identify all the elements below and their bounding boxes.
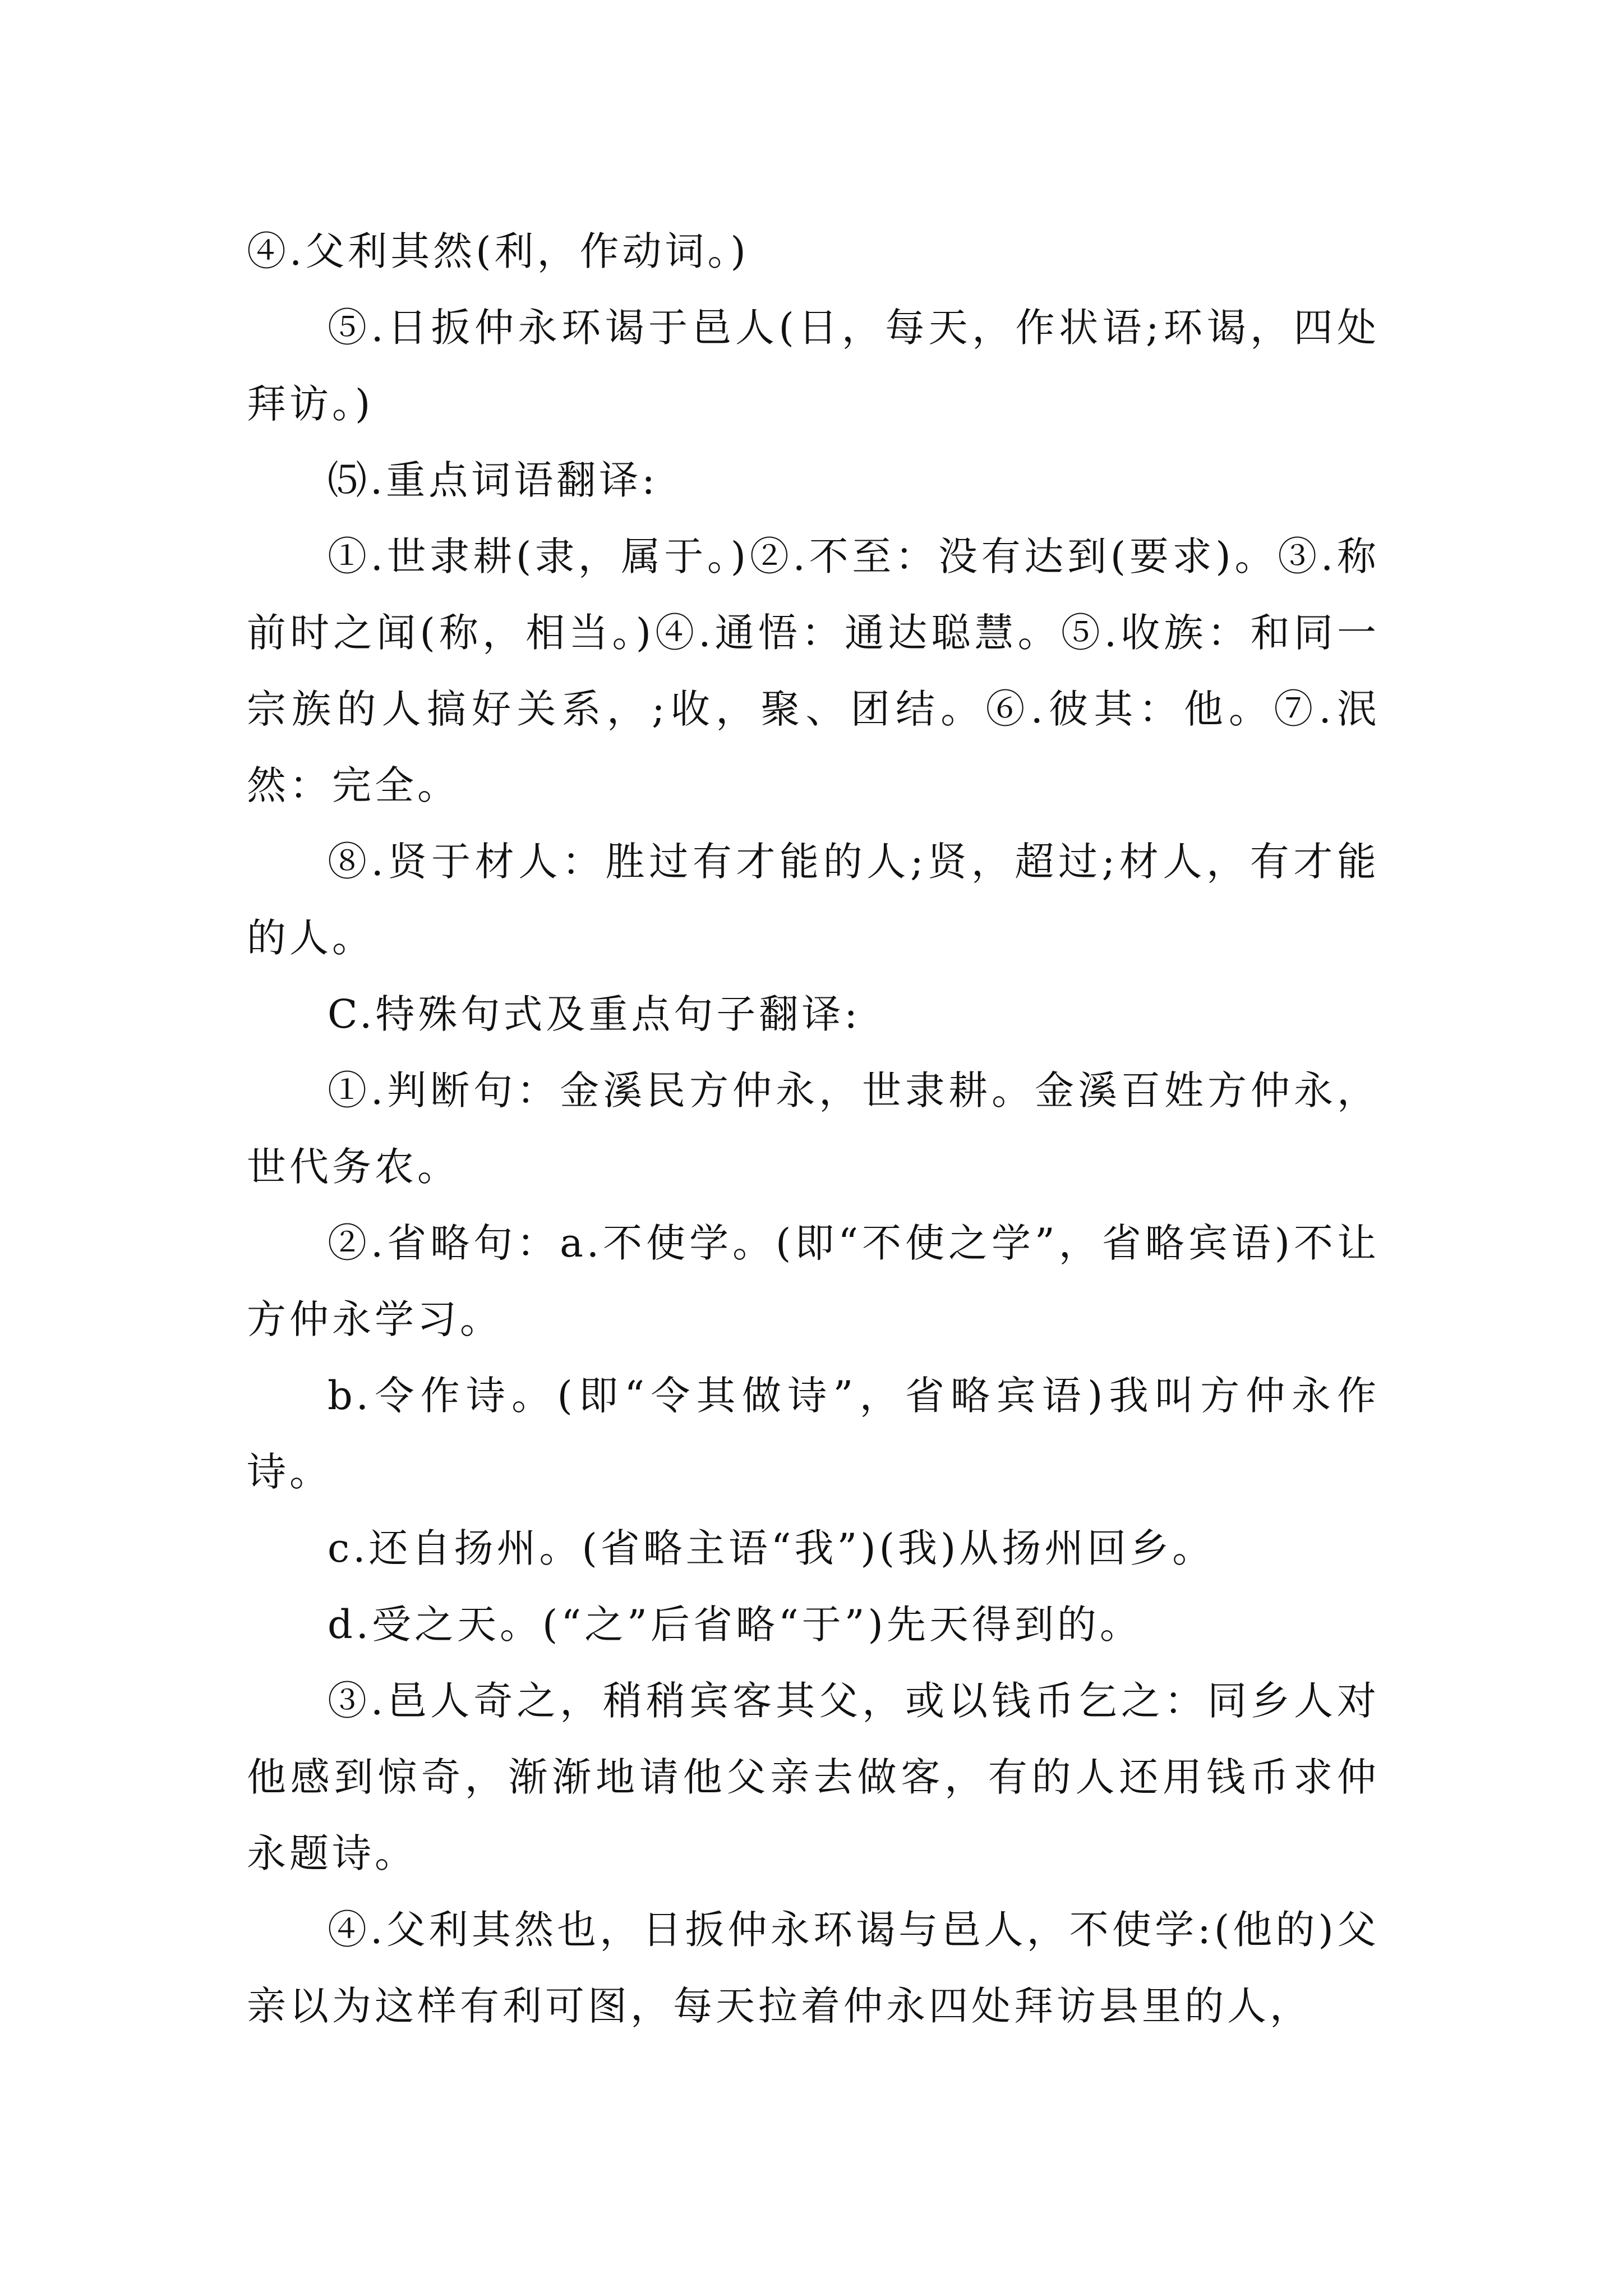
paragraph-10: c.还自扬州。(省略主语“我”)(我)从扬州回乡。 [328, 1525, 1215, 1571]
paragraph-12: ③.邑人奇之，稍稍宾客其父，或以钱币乞之：同乡人对他感到惊奇，渐渐地请他父亲去做客，有的人还用钱币求仲永题诗。 [247, 1678, 1380, 1876]
paragraph-7: ①.判断句：金溪民方仲永，世隶耕。金溪百姓方仲永，世代务农。 [247, 1068, 1380, 1190]
paragraph-9: b.令作诗。(即“令其做诗”，省略宾语)我叫方仲永作诗。 [247, 1373, 1380, 1495]
paragraph-4: ①.世隶耕(隶，属于。)②.不至：没有达到(要求)。③.称前时之闻(称，相当。)④.通悟：通达聪慧。⑤.收族：和同一宗族的人搞好关系，;收，聚、团结。⑥.彼其：他。⑦.泯然：完全。 [247, 533, 1380, 808]
paragraph-3: ⑸.重点词语翻译: [328, 457, 658, 503]
paragraph-13: ④.父利其然也，日扳仲永环谒与邑人，不使学:(他的)父亲以为这样有利可图，每天拉着仲永四处拜访县里的人， [247, 1907, 1380, 2029]
paragraph-8: ②.省略句：a.不使学。(即“不使之学”，省略宾语)不让方仲永学习。 [247, 1220, 1380, 1342]
paragraph-2: ⑤.日扳仲永环谒于邑人(日，每天，作状语;环谒，四处拜访。) [247, 305, 1380, 427]
document-body [247, 213, 1380, 2044]
paragraph-1: ④.父利其然(利，作动词。) [247, 228, 749, 274]
paragraph-6: C.特殊句式及重点句子翻译: [328, 991, 861, 1037]
paragraph-5: ⑧.贤于材人：胜过有才能的人;贤，超过;材人，有才能的人。 [247, 839, 1380, 961]
paragraph-11: d.受之天。(“之”后省略“于”)先天得到的。 [328, 1602, 1142, 1648]
